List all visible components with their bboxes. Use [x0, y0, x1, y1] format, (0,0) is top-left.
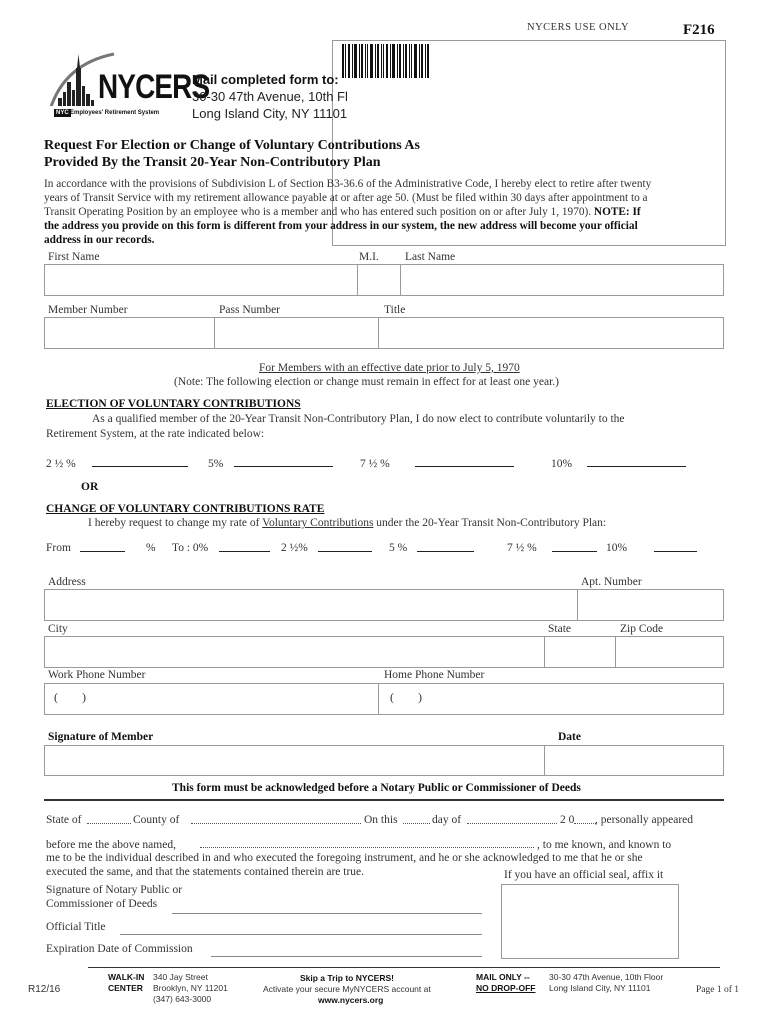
- work-phone-field[interactable]: [44, 683, 378, 715]
- skip-trip-heading: Skip a Trip to NYCERS!: [300, 973, 394, 983]
- intro-line-4: the address you provide on this form is different from your address in our system, the new address will become your official: [44, 220, 638, 232]
- pass-number-label: Pass Number: [219, 304, 281, 316]
- seal-label: If you have an official seal, affix it: [504, 869, 664, 881]
- logo-wordmark: NYCERS: [98, 68, 210, 106]
- nycers-use-only-label: NYCERS USE ONLY: [527, 22, 630, 33]
- or-separator: OR: [81, 481, 99, 493]
- member-number-field[interactable]: [44, 317, 214, 349]
- from-rate-field[interactable]: [80, 551, 125, 552]
- form-id: F216: [683, 22, 715, 38]
- personally-appeared: , personally appeared: [595, 814, 694, 826]
- official-title-field[interactable]: [120, 934, 482, 935]
- voluntary-contributions-term: Voluntary Contributions: [262, 517, 374, 529]
- day-of-label: day of: [432, 814, 462, 826]
- to-2-5-label: 2 ½%: [281, 542, 308, 554]
- intro-line-1: In accordance with the provisions of Subdivision L of Section B3-36.6 of the Administrative Code, I hereby elect to retire after twenty: [44, 178, 652, 190]
- day-of-field[interactable]: [467, 823, 557, 824]
- form-title-line-1: Request For Election or Change of Voluntary Contributions As: [44, 138, 420, 153]
- revision-code: R12/16: [28, 984, 61, 995]
- state-of-field[interactable]: [87, 823, 131, 824]
- election-rate-7-5: 7 ½ %: [360, 458, 390, 470]
- state-of-label: State of: [46, 814, 82, 826]
- county-of-field[interactable]: [191, 823, 361, 824]
- signature-field[interactable]: [44, 745, 544, 776]
- walkin-label-2: CENTER: [108, 983, 143, 993]
- intro-line-3-text: Transit Operating Position by an employee who is a member and who has entered such position on or after July 1, 1970).: [44, 206, 592, 218]
- nycers-website-link[interactable]: www.nycers.org: [318, 995, 384, 1005]
- intro-line-5: address in our records.: [44, 234, 155, 246]
- home-phone-label: Home Phone Number: [384, 669, 485, 681]
- election-rate-10-field[interactable]: [587, 466, 686, 467]
- date-label: Date: [558, 731, 581, 743]
- nycers-logo: [44, 46, 210, 122]
- change-heading: CHANGE OF VOLUNTARY CONTRIBUTIONS RATE: [46, 503, 325, 515]
- to-10-field[interactable]: [654, 551, 697, 552]
- county-of-label: County of: [133, 814, 180, 826]
- last-name-field[interactable]: [401, 264, 723, 296]
- apt-field[interactable]: [578, 589, 723, 621]
- footer-divider: [88, 967, 720, 968]
- first-name-label: First Name: [48, 251, 100, 263]
- before-me-label: before me the above named,: [46, 839, 176, 851]
- to-7-5-label: 7 ½ %: [507, 542, 537, 554]
- election-body-2: Retirement System, at the rate indicated below:: [46, 428, 265, 440]
- form-title-line-2: Provided By the Transit 20-Year Non-Contributory Plan: [44, 155, 381, 170]
- change-body-a: I hereby request to change my rate of: [88, 517, 263, 529]
- election-body-1: As a qualified member of the 20-Year Transit Non-Contributory Plan, I do now elect to contribute voluntarily to the: [92, 413, 625, 425]
- year-field[interactable]: [574, 823, 596, 824]
- walkin-phone: (347) 643-3000: [153, 994, 212, 1004]
- home-phone-field[interactable]: [379, 683, 723, 715]
- note-label: NOTE: If: [593, 206, 641, 218]
- zip-label: Zip Code: [620, 623, 664, 635]
- to-5-field[interactable]: [417, 551, 474, 552]
- state-label: State: [548, 623, 571, 635]
- signature-label: Signature of Member: [48, 731, 154, 743]
- address-label: Address: [48, 576, 86, 588]
- effective-note-1: For Members with an effective date prior to July 5, 1970: [259, 362, 520, 374]
- notary-heading: This form must be acknowledged before a Notary Public or Commissioner of Deeds: [172, 782, 581, 794]
- election-rate-7-5-field[interactable]: [415, 466, 514, 467]
- on-this-label: On this: [364, 814, 398, 826]
- intro-line-3: [44, 206, 641, 218]
- seal-box: [501, 884, 679, 959]
- to-zero-field[interactable]: [219, 551, 270, 552]
- mail-only-label-2: NO DROP-OFF: [476, 983, 536, 993]
- to-5-label: 5 %: [389, 542, 408, 554]
- first-name-field[interactable]: [44, 264, 357, 296]
- mail-heading: Mail completed form to:: [192, 72, 339, 87]
- notary-signature-field[interactable]: [172, 913, 482, 914]
- to-2-5-field[interactable]: [318, 551, 372, 552]
- title-label: Title: [384, 304, 406, 316]
- to-10-label: 10%: [606, 542, 628, 554]
- skip-trip-text: Activate your secure MyNYCERS account at: [263, 984, 431, 994]
- notary-divider: [44, 799, 724, 801]
- date-field[interactable]: [545, 745, 723, 776]
- election-rate-2-5: 2 ½ %: [46, 458, 76, 470]
- mail-line-1: 30-30 47th Avenue, 10th Fl: [192, 89, 348, 104]
- mi-label: M.I.: [359, 251, 379, 263]
- election-rate-5-field[interactable]: [234, 466, 333, 467]
- from-pct-label: %: [146, 542, 156, 554]
- year-prefix: 2 0: [560, 814, 575, 826]
- to-7-5-field[interactable]: [552, 551, 597, 552]
- mail-only-address-2: Long Island City, NY 11101: [549, 983, 651, 993]
- to-zero-label: To : 0%: [172, 542, 209, 554]
- city-label: City: [48, 623, 68, 635]
- mail-only-address-1: 30-30 47th Avenue, 10th Floor: [549, 972, 664, 982]
- last-name-label: Last Name: [405, 251, 456, 263]
- election-rate-10: 10%: [551, 458, 573, 470]
- expiration-field[interactable]: [211, 956, 482, 957]
- election-rate-2-5-field[interactable]: [92, 466, 188, 467]
- change-body-b: under the 20-Year Transit Non-Contributory Plan:: [373, 517, 607, 529]
- on-this-field[interactable]: [403, 823, 430, 824]
- official-title-label: Official Title: [46, 921, 106, 933]
- title-field[interactable]: [379, 317, 723, 349]
- logo-nyc-badge: NYC: [56, 110, 69, 116]
- notary-signature-label-1: Signature of Notary Public or: [46, 884, 183, 896]
- mi-field[interactable]: [358, 264, 400, 296]
- walkin-address-2: Brooklyn, NY 11201: [153, 983, 228, 993]
- election-heading: ELECTION OF VOLUNTARY CONTRIBUTIONS: [46, 398, 301, 410]
- intro-line-2: years of Transit Service with my retirement allowance payable at or after age 50. (Must be filed within 30 days after appointment to a: [44, 192, 648, 204]
- apt-label: Apt. Number: [581, 576, 642, 588]
- walkin-label-1: WALK-IN: [108, 972, 145, 982]
- from-label: From: [46, 542, 71, 554]
- walkin-address-1: 340 Jay Street: [153, 972, 208, 982]
- election-rate-5: 5%: [208, 458, 224, 470]
- notary-line-3: executed the same, and that the statements contained therein are true.: [46, 866, 365, 878]
- appeared-name-field[interactable]: [200, 847, 534, 848]
- mail-only-label-1: MAIL ONLY --: [476, 972, 530, 982]
- work-phone-area-code: ( ): [54, 690, 86, 704]
- logo-subtitle: Employees' Retirement System: [70, 110, 160, 116]
- notary-line-2: me to be the individual described in and who executed the foregoing instrument, and he or she acknowledged to me that he or she: [46, 852, 643, 864]
- pass-number-field[interactable]: [215, 317, 378, 349]
- zip-field[interactable]: [616, 636, 723, 668]
- effective-note-2: (Note: The following election or change must remain in effect for at least one year.): [174, 376, 560, 388]
- expiration-label: Expiration Date of Commission: [46, 943, 193, 955]
- work-phone-label: Work Phone Number: [48, 669, 146, 681]
- barcode-image: [342, 44, 430, 78]
- notary-signature-label-2: Commissioner of Deeds: [46, 898, 158, 910]
- mail-line-2: Long Island City, NY 11101: [192, 106, 348, 121]
- known-text: , to me known, and known to: [537, 839, 672, 851]
- state-field[interactable]: [545, 636, 615, 668]
- city-field[interactable]: [44, 636, 544, 668]
- home-phone-area-code: ( ): [390, 690, 422, 704]
- page-number: Page 1 of 1: [696, 985, 740, 995]
- member-number-label: Member Number: [48, 304, 128, 316]
- address-field[interactable]: [44, 589, 577, 621]
- change-body: [88, 517, 606, 529]
